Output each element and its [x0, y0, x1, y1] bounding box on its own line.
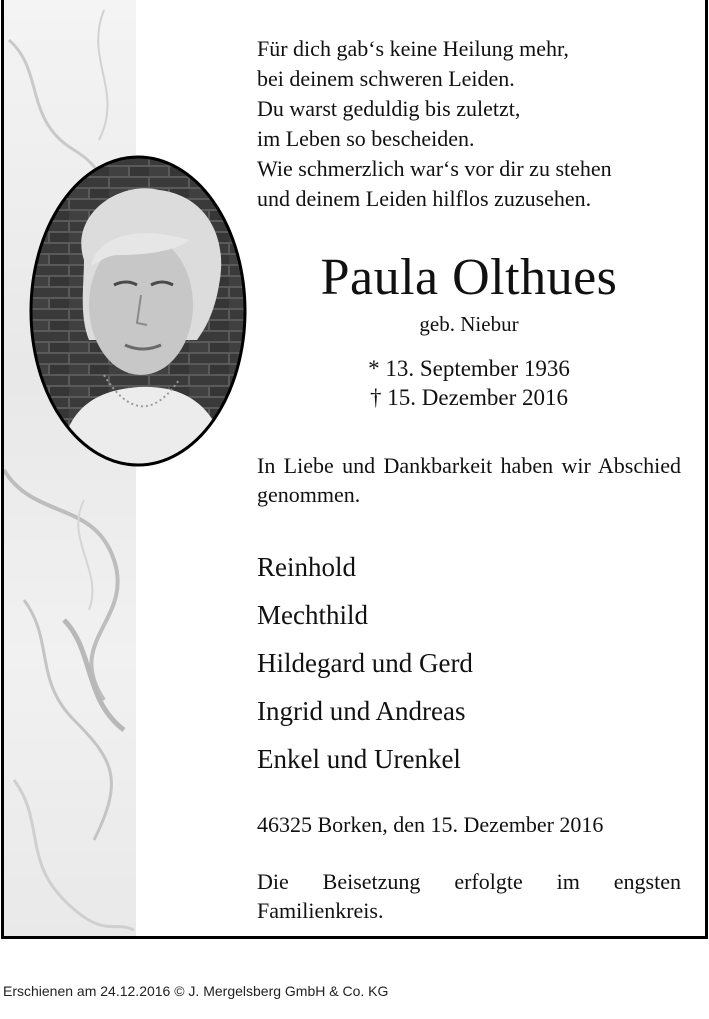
- poem-line: bei deinem schweren Leiden.: [257, 66, 515, 91]
- poem-line: Für dich gab‘s keine Heilung mehr,: [257, 36, 569, 61]
- portrait-photo: [29, 155, 247, 467]
- poem-line: Wie schmerzlich war‘s vor dir zu stehen: [257, 156, 612, 181]
- poem-line: Du warst geduldig bis zuletzt,: [257, 96, 521, 121]
- poem: [257, 34, 697, 214]
- mourner: Hildegard und Gerd: [257, 648, 473, 678]
- marble-veins: [4, 0, 136, 936]
- burial-note: Die Beisetzung erfolgte im engsten Familienkreis.: [257, 869, 681, 923]
- farewell-text: In Liebe und Dankbarkeit haben wir Abschied genommen.: [257, 453, 681, 507]
- place-date: 46325 Borken, den 15. Dezember 2016: [257, 812, 604, 837]
- deceased-name: Paula Olthues: [320, 249, 618, 306]
- poem-line: und deinem Leiden hilflos zuzusehen.: [257, 186, 592, 211]
- mourner: Mechthild: [257, 600, 368, 630]
- mourner: Enkel und Urenkel: [257, 744, 461, 774]
- maiden-name: geb. Niebur: [419, 312, 519, 336]
- publication-footer: Erschienen am 24.12.2016 © J. Mergelsberg GmbH & Co. KG: [3, 983, 389, 999]
- marble-border: [4, 0, 136, 936]
- obituary-notice: [1, 0, 708, 939]
- death-date: † 15. Dezember 2016: [370, 385, 568, 410]
- mourner: Ingrid und Andreas: [257, 696, 466, 726]
- life-dates: [257, 354, 681, 412]
- poem-line: im Leben so bescheiden.: [257, 126, 475, 151]
- birth-date: * 13. September 1936: [368, 356, 570, 381]
- mourner: Reinhold: [257, 552, 356, 582]
- mourners-list: [257, 543, 687, 783]
